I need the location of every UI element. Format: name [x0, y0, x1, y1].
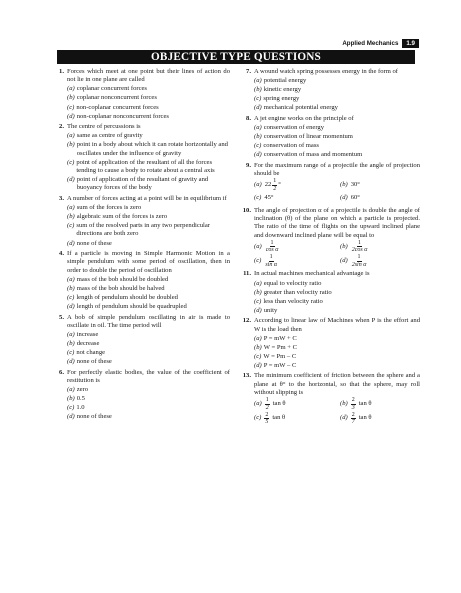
option-text: sum of the forces is zero: [76, 204, 142, 211]
question-number: 13.: [242, 372, 251, 380]
fraction-numerator: 2: [351, 411, 355, 418]
options-list: [55, 331, 230, 367]
option-text: same as centre of gravity: [76, 132, 143, 140]
question-3: [55, 195, 230, 248]
option-item: [67, 213, 230, 221]
option-text: 30°: [350, 181, 360, 189]
option-c: [254, 254, 334, 268]
question-2: [55, 123, 230, 193]
option-label: (a): [67, 386, 75, 394]
option-label: (a): [254, 181, 262, 189]
option-text: none of these: [76, 413, 112, 421]
option-label: (a): [254, 334, 262, 342]
option-text: conservation of mass and momentum: [263, 151, 363, 159]
option-text: non-coplanar concurrent forces: [76, 103, 159, 111]
option-text: 0.5: [76, 395, 85, 403]
option-label: (d): [254, 104, 262, 112]
fraction-denominator: 7: [351, 419, 355, 426]
option-item: [67, 204, 230, 212]
option-label: (b): [67, 284, 75, 292]
question-number: 12.: [242, 317, 251, 325]
option-item: [67, 404, 230, 412]
page-number: 1.9: [402, 39, 419, 48]
question-5: [55, 314, 230, 367]
options-list: [242, 280, 420, 316]
option-label: (a): [254, 400, 262, 408]
option-a: [254, 397, 334, 411]
option-item: [67, 85, 230, 93]
options-list: [242, 124, 420, 160]
whole-part: 22: [264, 181, 272, 189]
option-label: (a): [254, 77, 262, 85]
option-text: 1.0: [76, 404, 85, 412]
option-label: (d): [67, 176, 75, 184]
option-item: [254, 335, 420, 343]
option-text: mass of the bob should be halved: [76, 284, 165, 292]
option-item: [67, 303, 230, 311]
option-text: non-coplanar nonconcurrent forces: [76, 112, 169, 120]
question-head: [55, 314, 230, 331]
option-item: [254, 151, 420, 159]
option-label: (a): [67, 330, 75, 338]
fraction-denominator: 2cos α: [351, 247, 368, 254]
option-item: [254, 280, 420, 288]
option-label: (c): [254, 297, 262, 305]
option-label: (a): [67, 204, 75, 211]
option-item: [67, 349, 230, 357]
option-label: (c): [254, 95, 262, 103]
question-text: The minimum coefficient of friction between the sphere and a plane at θ° to the horizontal, so that the sphere, may roll without slipping is: [254, 372, 420, 397]
option-text: coplanar nonconcurrent forces: [76, 94, 157, 102]
question-9: [242, 162, 420, 205]
fraction: [351, 412, 356, 426]
option-label: (c): [67, 222, 75, 230]
option-value: [265, 178, 281, 192]
option-item: [254, 289, 420, 297]
question-6: [55, 369, 230, 422]
option-label: (c): [67, 404, 75, 412]
option-a: [254, 240, 334, 254]
option-text: algebraic sum of the forces is zero: [76, 213, 168, 221]
option-item: [67, 159, 230, 176]
option-item: [67, 331, 230, 339]
option-item: [67, 340, 230, 348]
option-text: none of these: [76, 239, 112, 247]
option-text: 60°: [350, 194, 360, 202]
option-c: [254, 412, 334, 426]
option-label: (d): [67, 358, 75, 366]
option-text: W = Pm – C: [263, 352, 297, 360]
fraction: [351, 254, 368, 268]
option-text: decrease: [76, 340, 100, 347]
fraction-denominator: 2: [273, 185, 277, 192]
option-label: (c): [67, 349, 75, 357]
option-text: none of these: [76, 358, 112, 366]
fraction-numerator: 2: [265, 411, 269, 418]
option-label: (d): [67, 413, 75, 421]
question-head: [242, 115, 420, 123]
fraction: [272, 178, 277, 192]
question-number: 8.: [246, 114, 251, 122]
question-text: For the maximum range of a projectile the angle of projection should be: [254, 161, 420, 178]
question-head: [55, 68, 230, 85]
question-head: [242, 68, 420, 76]
option-text: P = mW – C: [263, 361, 297, 369]
question-number: 9.: [246, 161, 251, 169]
option-label: (b): [67, 141, 75, 149]
option-item: [254, 133, 420, 141]
option-text: point of application of the resultant of all the forces tending to cause a body to rotate about a central axis: [76, 158, 215, 175]
left-column: [55, 68, 230, 424]
option-text: point of application of the resultant of gravity and buoyancy forces of the body: [76, 176, 209, 192]
fraction-numerator: 2: [351, 397, 355, 404]
option-tail: tan θ: [358, 414, 372, 422]
option-label: (d): [67, 112, 75, 120]
option-d: [340, 254, 420, 268]
question-number: 1.: [59, 68, 64, 75]
fraction-numerator: 1: [357, 254, 361, 261]
option-label: (c): [67, 103, 75, 111]
question-8: [242, 115, 420, 160]
option-label: (a): [67, 85, 75, 93]
option-text: spring energy: [263, 95, 300, 103]
option-item: [67, 386, 230, 394]
question-text: If a particle is moving in Simple Harmonic Motion in a simple pendulum with some period of oscillation, then in order to double the period of oscillation: [67, 250, 230, 274]
option-item: [67, 395, 230, 403]
question-12: [242, 317, 420, 370]
fraction-denominator: sin α: [265, 261, 277, 268]
fraction: [265, 397, 270, 411]
option-text: length of pendulum should be quadrupled: [76, 303, 187, 311]
option-text: greater than velocity ratio: [263, 288, 332, 296]
option-label: (a): [67, 132, 75, 140]
question-head: [242, 270, 420, 278]
option-label: (c): [254, 142, 262, 150]
option-tail: tan θ: [272, 400, 286, 408]
option-item: [254, 307, 420, 315]
option-item: [254, 142, 420, 150]
option-tail: tan θ: [272, 414, 286, 422]
question-text: A bob of simple pendulum oscillating in air is made to oscillate in oil. The time period will: [67, 313, 230, 329]
option-item: [254, 124, 420, 132]
fraction-numerator: 1: [358, 239, 362, 246]
running-header: [342, 38, 419, 48]
option-text: point in a body about which it can rotate horizontally and oscillates under the influence of gravity: [76, 141, 228, 157]
question-number: 5.: [59, 313, 64, 321]
question-head: [55, 369, 230, 386]
option-label: (b): [340, 400, 348, 408]
section-title: Applied Mechanics: [342, 39, 399, 47]
fraction-numerator: 1: [270, 239, 274, 246]
option-label: (c): [67, 158, 75, 166]
options-list: [55, 204, 230, 248]
option-c: [254, 193, 334, 205]
question-10: [242, 207, 420, 269]
fraction: [351, 397, 356, 411]
question-text: The centre of percussions is: [67, 123, 141, 131]
question-7: [242, 68, 420, 113]
fraction-denominator: cos α: [265, 247, 279, 254]
option-item: [67, 413, 230, 421]
option-item: [67, 94, 230, 102]
option-item: [67, 222, 230, 239]
option-item: [254, 298, 420, 306]
right-column: [242, 68, 420, 428]
option-item: [67, 113, 230, 121]
option-label: (b): [254, 288, 262, 296]
option-item: [67, 276, 230, 284]
option-text: potential energy: [263, 77, 307, 85]
options-list: [55, 386, 230, 422]
question-1: [55, 68, 230, 121]
option-label: (b): [67, 94, 75, 102]
fraction-denominator: 2sin α: [351, 261, 367, 268]
question-head: [55, 250, 230, 275]
option-label: (c): [254, 257, 262, 264]
option-item: [67, 104, 230, 112]
question-number: 4.: [59, 250, 64, 258]
option-label: (d): [340, 194, 348, 202]
option-label: (b): [67, 395, 75, 403]
option-label: (c): [67, 293, 75, 301]
question-text: A number of forces acting at a point will be in equilibrium if: [67, 194, 227, 202]
option-text: zero: [76, 386, 89, 394]
right-questions-group-a: [242, 68, 420, 160]
option-label: (b): [67, 213, 75, 221]
option-item: [254, 77, 420, 85]
fraction: [265, 240, 280, 254]
option-item: [67, 294, 230, 302]
option-label: (b): [254, 86, 262, 94]
option-label: (b): [254, 133, 262, 141]
option-text: mass of the bob should be doubled: [76, 275, 169, 283]
section-banner: OBJECTIVE TYPE QUESTIONS: [57, 50, 415, 64]
option-text: conservation of linear momentum: [263, 133, 353, 141]
option-label: (a): [254, 279, 262, 287]
option-text: 45°: [264, 194, 274, 202]
question-head: [242, 317, 420, 334]
options-list: [55, 132, 230, 192]
option-label: (b): [67, 340, 75, 347]
question-text: According to linear law of Machines when P is the effort and W is the load then: [254, 317, 420, 333]
option-text: increase: [76, 330, 99, 338]
option-text: sum of the resolved parts in any two perpendicular directions are both zero: [76, 222, 210, 238]
fraction: [264, 254, 278, 268]
fraction: [264, 412, 269, 426]
option-text: not change: [76, 349, 106, 357]
question-number: 10.: [242, 206, 251, 214]
question-text: Forces which meet at one point but their lines of action do not lie in one plane are called: [67, 68, 230, 84]
question-11: [242, 270, 420, 315]
question-number: 11.: [243, 270, 251, 278]
option-item: [67, 285, 230, 293]
question-text: In actual machines mechanical advantage is: [254, 270, 370, 278]
option-text: coplanar concurrent forces: [76, 85, 147, 93]
option-label: (c): [254, 414, 262, 422]
option-item: [254, 353, 420, 361]
option-text: conservation of mass: [263, 142, 319, 150]
option-label: (b): [340, 181, 348, 189]
option-label: (d): [67, 239, 75, 247]
question-text: For perfectly elastic bodies, the value of the coefficient of restitution is: [67, 368, 230, 384]
option-text: W = Pm + C: [263, 343, 298, 351]
fraction-numerator: 1: [265, 397, 269, 404]
question-text: A wound watch spring possesses energy in the form of: [254, 68, 399, 75]
option-label: (b): [254, 343, 262, 351]
option-item: [254, 95, 420, 103]
fraction: [351, 240, 369, 254]
option-label: (d): [254, 361, 262, 369]
degree-sign: °: [278, 181, 281, 189]
right-questions-group-b: [242, 270, 420, 370]
option-label: (a): [67, 275, 75, 283]
option-item: [254, 362, 420, 370]
question-4: [55, 250, 230, 311]
option-text: P = mW + C: [263, 334, 297, 342]
option-label: (b): [340, 242, 348, 250]
option-text: conservation of energy: [263, 123, 325, 131]
option-item: [254, 104, 420, 112]
option-text: kinetic energy: [263, 86, 302, 94]
question-head: [55, 123, 230, 131]
options-list: [55, 85, 230, 121]
option-b: [340, 178, 420, 192]
question-number: 3.: [59, 194, 64, 202]
option-b: [340, 397, 420, 411]
option-label: (d): [340, 257, 348, 264]
option-item: [67, 358, 230, 366]
option-label: (a): [254, 242, 262, 250]
option-text: equal to velocity ratio: [263, 279, 322, 287]
option-d: [340, 412, 420, 426]
option-item: [67, 132, 230, 140]
options-list: [242, 77, 420, 113]
option-label: (a): [254, 123, 262, 131]
option-tail: tan θ: [358, 400, 372, 408]
option-a: [254, 178, 334, 192]
fraction-numerator: 1: [273, 178, 277, 185]
option-item: [67, 240, 230, 248]
option-text: unity: [263, 306, 278, 314]
question-text: A jet engine works on the principle of: [254, 114, 354, 122]
options-list: [55, 276, 230, 312]
fraction-denominator: 3: [351, 404, 355, 411]
option-text: mechanical potential energy: [263, 104, 338, 112]
question-13: [242, 372, 420, 425]
option-label: (d): [254, 306, 262, 314]
option-b: [340, 240, 420, 254]
option-label: (d): [254, 151, 262, 159]
options-list: [242, 335, 420, 371]
fraction-denominator: 2: [265, 404, 269, 411]
question-number: 6.: [59, 368, 64, 376]
question-text: The angle of projection α of a projectile is double the angle of inclination (θ) of the plane on which a particle is projected. The ratio of the time of flights on the upward inclined plane and downward inclined plane will be equal to: [254, 206, 420, 239]
fraction-numerator: 1: [269, 254, 273, 261]
fraction-denominator: 5: [265, 419, 269, 426]
option-item: [254, 86, 420, 94]
option-text: length of pendulum should be doubled: [76, 293, 178, 301]
question-head: [55, 195, 230, 203]
option-label: (c): [254, 352, 262, 360]
option-item: [67, 141, 230, 158]
option-d: [340, 193, 420, 205]
option-label: (d): [67, 303, 75, 311]
option-label: (d): [340, 414, 348, 422]
option-item: [254, 344, 420, 352]
question-number: 7.: [246, 68, 251, 75]
option-text: less than velocity ratio: [263, 297, 323, 305]
question-number: 2.: [59, 123, 64, 131]
option-item: [67, 176, 230, 193]
option-label: (c): [254, 194, 262, 202]
